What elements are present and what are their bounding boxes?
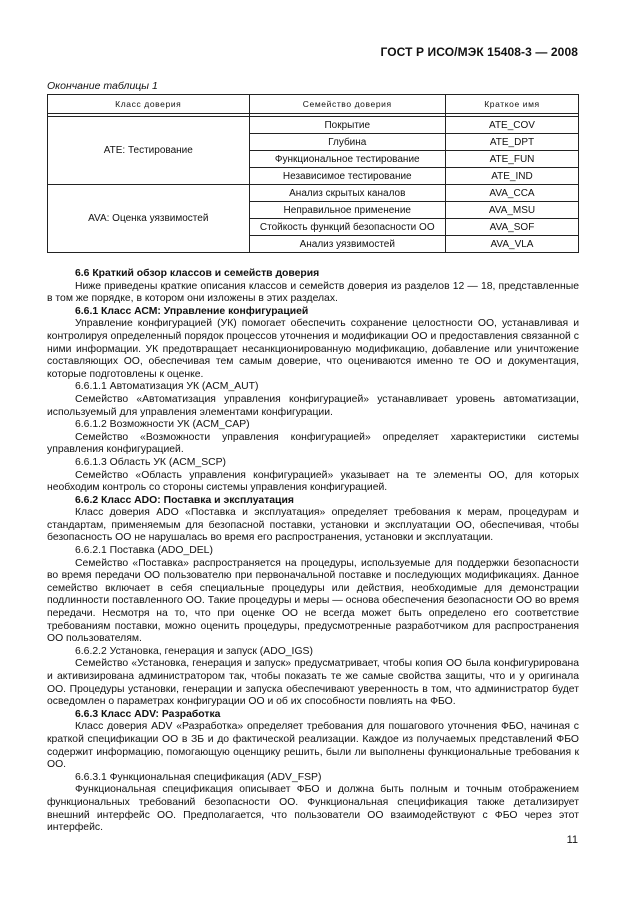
- body-paragraph: Ниже приведены краткие описания классов и семейств доверия из разделов 12 — 18, представленные в том же порядке, в котором они изложены в этих разделах.: [47, 280, 579, 305]
- column-header-family: Семейство доверия: [249, 95, 445, 114]
- body-paragraph: Управление конфигурацией (УК) помогает обеспечить сохранение целостности ОО, устанавливая и контролируя определенный порядок процессов уточнения и модификации ОО и предоставления связанной с ними информации. УК предотвращает несанкционированную модификацию, добавление или уничтожение составляющих ОО, обеспечивая тем самым доверие, что оцениваются именно те ОО и документация, которые подготовлены к оценке.: [47, 318, 579, 380]
- subsection-title: 6.6.3.1 Функциональная спецификация (ADV_FSP): [75, 771, 322, 783]
- column-header-short-name: Краткое имя: [445, 95, 578, 114]
- document-header: ГОСТ Р ИСО/МЭК 15408-3 — 2008: [380, 45, 578, 59]
- short-name-cell: AVA_SOF: [445, 219, 578, 236]
- family-cell: Анализ скрытых каналов: [249, 185, 445, 202]
- body-paragraph: Семейство «Возможности управления конфигурацией» определяет характеристики системы управления конфигурацией.: [47, 431, 579, 456]
- short-name-cell: AVA_CCA: [445, 185, 578, 202]
- family-cell: Неправильное применение: [249, 202, 445, 219]
- body-paragraph: Семейство «Поставка» распространяется на процедуры, используемые для поддержки безопасности во время передачи ОО пользователю при первоначальной поставке и последующих модификациях. Данное семейство включает в себя специальные процедуры или действия, необходимые для демонстрации подлинности поставленного ОО. Такие процедуры и меры — основа обеспечения безопасности ОО во время передачи. Несмотря на то, что при оценке ОО не всегда может быть определено его соответствие требованиям поставки, можно оценить процедуры, предусмотренные разработчиком для распространения ОО пользователям.: [47, 557, 579, 645]
- family-cell: Независимое тестирование: [249, 168, 445, 185]
- document-body: [47, 268, 579, 835]
- short-name-cell: AVA_MSU: [445, 202, 578, 219]
- subsection-title: 6.6.1.3 Область УК (ACM_SCP): [75, 456, 227, 468]
- short-name-cell: ATE_DPT: [445, 134, 578, 151]
- table-header-row: [48, 95, 579, 114]
- class-cell-ate: ATE: Тестирование: [48, 117, 250, 185]
- class-cell-ava: AVA: Оценка уязвимостей: [48, 185, 250, 253]
- body-paragraph: Семейство «Автоматизация управления конфигурацией» устанавливает уровень автоматизации, используемый для управления элементами конфигурации.: [47, 393, 579, 418]
- family-cell: Глубина: [249, 134, 445, 151]
- short-name-cell: ATE_FUN: [445, 151, 578, 168]
- family-cell: Функциональное тестирование: [249, 151, 445, 168]
- assurance-table: [47, 94, 579, 253]
- short-name-cell: ATE_COV: [445, 117, 578, 134]
- family-cell: Стойкость функций безопасности ОО: [249, 219, 445, 236]
- page-number: 11: [566, 834, 578, 846]
- family-cell: Анализ уязвимостей: [249, 236, 445, 253]
- section-heading: 6.6.3 Класс ADV: Разработка: [75, 708, 221, 720]
- short-name-cell: AVA_VLA: [445, 236, 578, 253]
- subsection-title: 6.6.2.2 Установка, генерация и запуск (ADO_IGS): [75, 645, 313, 657]
- section-heading: 6.6.2 Класс ADO: Поставка и эксплуатация: [75, 494, 294, 506]
- body-paragraph: Класс доверия ADV «Разработка» определяет требования для пошагового уточнения ФБО, начиная с краткой спецификации ОО в ЗБ и до фактической реализации. Каждое из получаемых представлений ФБО содержит информацию, помогающую оценщику решить, были ли выполнены функциональные требования к ОО.: [47, 721, 579, 771]
- subsection-title: 6.6.2.1 Поставка (ADO_DEL): [75, 545, 213, 557]
- body-paragraph: Семейство «Установка, генерация и запуск» предусматривает, чтобы копия ОО была конфигурирована и активизирована администратором так, чтобы показать те же самые свойства защиты, что и у оригинала ОО. Процедуры установки, генерации и запуска обеспечивают уверенность в том, что администратор будет осведомлен о параметрах конфигурации ОО и об их способности повлиять на ФБО.: [47, 658, 579, 708]
- short-name-cell: ATE_IND: [445, 168, 578, 185]
- table-row: [48, 185, 579, 202]
- subsection-title: 6.6.1.2 Возможности УК (ACM_CAP): [75, 419, 250, 431]
- section-heading: 6.6 Краткий обзор классов и семейств доверия: [75, 268, 320, 279]
- section-heading: 6.6.1 Класс АСМ: Управление конфигурацией: [75, 305, 309, 317]
- body-paragraph: Функциональная спецификация описывает ФБО и должна быть полным и точным отображением функциональных требований безопасности ОО. Функциональная спецификация также детализирует внешний интерфейс ОО. Предполагается, что пользователи ОО взаимодействуют с ФБО через этот интерфейс.: [47, 784, 579, 834]
- column-header-class: Класс доверия: [48, 95, 250, 114]
- table-row: [48, 117, 579, 134]
- table-caption: Окончание таблицы 1: [47, 80, 158, 92]
- family-cell: Покрытие: [249, 117, 445, 134]
- body-paragraph: Семейство «Область управления конфигурацией» указывает на те элементы ОО, для которых необходим контроль со стороны системы управления конфигурацией.: [47, 469, 579, 494]
- body-paragraph: Класс доверия ADO «Поставка и эксплуатация» определяет требования к мерам, процедурам и стандартам, применяемым для безопасной поставки, установки и эксплуатации ОО, обеспечивая, чтобы безопасность ОО не нарушалась во время его распространения, установки и эксплуатации.: [47, 507, 579, 544]
- subsection-title: 6.6.1.1 Автоматизация УК (ACM_AUT): [75, 381, 259, 393]
